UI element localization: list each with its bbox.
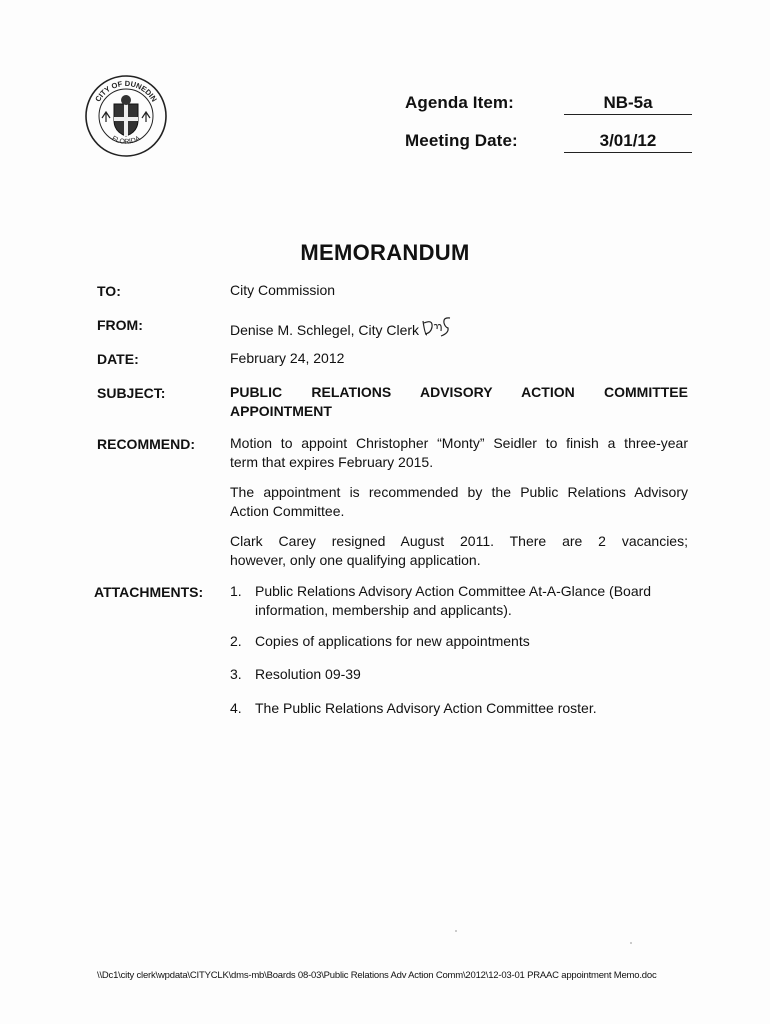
footer-file-path: \\Dc1\city clerk\wpdata\CITYCLK\dms-mb\Boards 08-03\Public Relations Adv Action Comm\2012\12-03-01 PRAAC appointment Memo.doc	[97, 970, 657, 981]
to-label: TO:	[97, 283, 121, 299]
meeting-date-label: Meeting Date:	[405, 131, 518, 150]
attachment-number: 4.	[230, 700, 242, 716]
attachment-text-line1: The Public Relations Advisory Action Committee roster.	[255, 700, 597, 716]
attachment-number: 3.	[230, 666, 242, 682]
city-seal-logo	[84, 74, 168, 158]
attachment-text-line1: Copies of applications for new appointments	[255, 633, 530, 649]
attachment-item-2	[230, 632, 690, 651]
recommend-p2-line2: Action Committee.	[230, 503, 345, 519]
attachment-number: 1.	[230, 583, 242, 599]
meeting-date-underline	[564, 152, 692, 153]
seal-top-text: CITY OF DUNEDIN	[93, 78, 159, 104]
recommend-p2-line1: The appointment is recommended by the Public Relations Advisory	[230, 484, 688, 500]
to-value: City Commission	[230, 282, 336, 298]
date-label: DATE:	[97, 351, 139, 367]
recommend-p1-line1: Motion to appoint Christopher “Monty” Seidler to finish a three-year	[230, 435, 688, 451]
subject-label: SUBJECT:	[97, 385, 166, 401]
agenda-item-label: Agenda Item:	[405, 93, 514, 112]
attachments-label: ATTACHMENTS:	[94, 584, 204, 600]
attachment-text-line1: Public Relations Advisory Action Committee At-A-Glance (Board	[255, 583, 652, 599]
svg-text:FLORIDA	[111, 135, 142, 146]
subject-line-2: APPOINTMENT	[230, 403, 332, 419]
from-value: Denise M. Schlegel, City Clerk	[230, 322, 420, 338]
scan-speck	[630, 942, 632, 944]
agenda-item-value: NB-5a	[603, 93, 653, 112]
attachment-item-1	[230, 582, 690, 620]
from-row	[230, 315, 688, 344]
from-label: FROM:	[97, 317, 143, 333]
recommend-label: RECOMMEND:	[97, 436, 195, 452]
seal-bottom-text: FLORIDA	[110, 135, 142, 146]
agenda-item-underline	[564, 114, 692, 115]
subject-line-1: PUBLIC RELATIONS ADVISORY ACTION COMMITTEE	[230, 384, 688, 400]
date-value: February 24, 2012	[230, 350, 345, 366]
recommend-p3-line1: Clark Carey resigned August 2011. There are 2 vacancies;	[230, 533, 688, 549]
recommend-p1-line2: term that expires February 2015.	[230, 454, 434, 470]
meeting-date-value: 3/01/12	[599, 131, 657, 150]
attachment-number: 2.	[230, 633, 242, 649]
attachment-item-3	[230, 665, 690, 684]
memo-title: MEMORANDUM	[300, 240, 470, 265]
scan-speck	[455, 930, 457, 932]
recommend-p3-line2: however, only one qualifying application.	[230, 552, 481, 568]
handwritten-initials-signature	[421, 315, 451, 344]
attachment-item-4	[230, 699, 690, 718]
attachment-text-line2: information, membership and applicants).	[255, 602, 512, 618]
attachment-text-line1: Resolution 09-39	[255, 666, 361, 682]
